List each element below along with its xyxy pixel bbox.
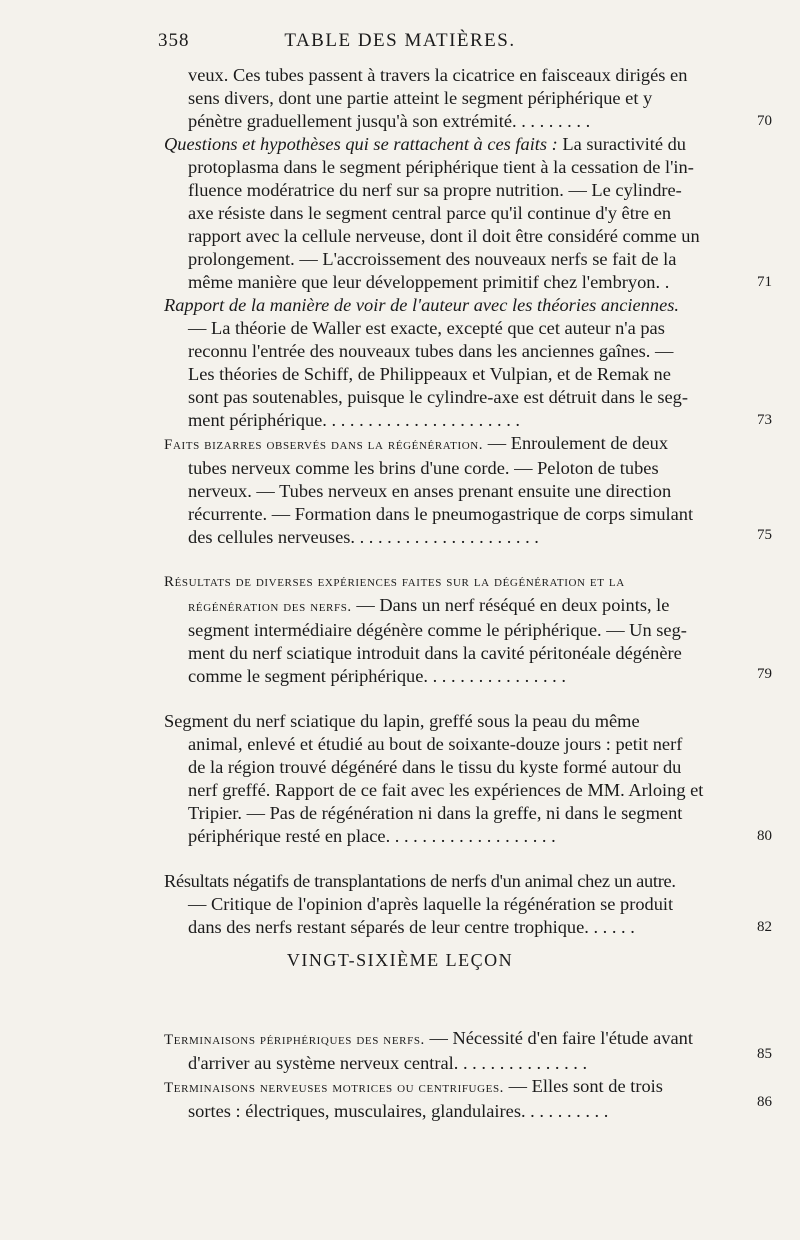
entry-lead: Rapport de la manière de voir de l'auteur avec les théories anciennes.: [164, 295, 679, 315]
entry-line: rapport avec la cellule nerveuse, dont il doit être considéré comme un: [188, 226, 700, 246]
page-ref: 71: [757, 274, 772, 290]
section-title: VINGT-SIXIÈME LEÇON: [286, 950, 514, 970]
toc-entry: [164, 294, 772, 432]
entry-line: sortes : électriques, musculaires, glandulaires. . . . . . . . . .: [188, 1101, 609, 1121]
toc-entry: [164, 1075, 772, 1123]
page-ref: 75: [757, 527, 772, 543]
entry-line: des cellules nerveuses. . . . . . . . . . . . . . . . . . . . .: [188, 527, 539, 547]
entry-line: veux. Ces tubes passent à travers la cicatrice en faisceaux dirigés en: [188, 65, 688, 85]
entry-line: ment du nerf sciatique introduit dans la cavité péritonéale dégénère: [188, 643, 682, 663]
entry-line: axe résiste dans le segment central parce qu'il continue d'y être en: [188, 203, 672, 223]
entry-lead: Terminaisons nerveuses motrices ou centrifuges.: [164, 1080, 505, 1096]
entry-line: protoplasma dans le segment périphérique tient à la cessation de l'in-: [188, 157, 694, 177]
entry-line: [164, 594, 736, 619]
page-number: 358: [158, 30, 190, 51]
entry-line: [164, 1075, 736, 1100]
entry-line: tubes nerveux comme les brins d'une corde. — Peloton de tubes: [188, 458, 659, 478]
entry-lead-cont: régénération des nerfs.: [188, 599, 352, 615]
entry-line: prolongement. — L'accroissement des nouveaux nerfs se fait de la: [188, 249, 677, 269]
entry-line: d'arriver au système nerveux central. . . . . . . . . . . . . . .: [188, 1053, 588, 1073]
page-ref: 86: [757, 1094, 772, 1110]
entry-line: comme le segment périphérique. . . . . . . . . . . . . . . .: [188, 666, 566, 686]
toc-entry: [164, 710, 772, 848]
entry-line: Résultats négatifs de transplantations de nerfs d'un animal chez un autre.: [164, 871, 676, 891]
toc-entry: [164, 571, 772, 688]
page-ref: 79: [757, 666, 772, 682]
toc-entry: [164, 432, 772, 549]
entry-lead: Questions et hypothèses qui se rattachent à ces faits :: [164, 134, 558, 154]
entry-line: [164, 1027, 736, 1052]
entry-line: périphérique resté en place. . . . . . . . . . . . . . . . . . .: [188, 826, 556, 846]
entry-text: — Dans un nerf réséqué en deux points, le: [351, 595, 670, 615]
page-ref: 85: [757, 1046, 772, 1062]
entry-line: segment intermédiaire dégénère comme le périphérique. — Un seg-: [188, 620, 687, 640]
entry-line: même manière que leur développement primitif chez l'embryon. .: [188, 272, 670, 292]
page-ref: 73: [757, 412, 772, 428]
entry-line: Tripier. — Pas de régénération ni dans la greffe, ni dans le segment: [188, 803, 683, 823]
toc-entry: [164, 64, 772, 133]
entry-line: reconnu l'entrée des nouveaux tubes dans les anciennes gaînes. —: [188, 341, 674, 361]
entry-line: nerveux. — Tubes nerveux en anses prenant ensuite une direction: [188, 481, 672, 501]
page-ref: 70: [757, 113, 772, 129]
entry-line: dans des nerfs restant séparés de leur centre trophique. . . . . .: [188, 917, 635, 937]
entry-text: — Enroulement de deux: [483, 433, 669, 453]
entry-line: [164, 432, 736, 457]
entry-line: nerf greffé. Rapport de ce fait avec les expériences de MM. Arloing et: [188, 780, 704, 800]
page-ref: 82: [757, 919, 772, 935]
entry-line: animal, enlevé et étudié au bout de soixante-douze jours : petit nerf: [188, 734, 683, 754]
entry-line: sens divers, dont une partie atteint le segment périphérique et y: [188, 88, 653, 108]
toc-entry: [164, 133, 772, 294]
toc-entry: [164, 1027, 772, 1075]
entry-line: fluence modératrice du nerf sur sa propre nutrition. — Le cylindre-: [188, 180, 682, 200]
entry-lead: Terminaisons périphériques des nerfs.: [164, 1032, 425, 1048]
entry-text: La suractivité du: [557, 134, 686, 154]
entry-line: pénètre graduellement jusqu'à son extrémité. . . . . . . . .: [188, 111, 591, 131]
toc-entry: [164, 870, 772, 939]
entry-line: Segment du nerf sciatique du lapin, greffé sous la peau du même: [164, 711, 640, 731]
entry-line: récurrente. — Formation dans le pneumogastrique de corps simulant: [188, 504, 694, 524]
entry-lead: Faits bizarres observés dans la régénération.: [164, 437, 484, 453]
page-header: [0, 30, 800, 60]
entry-line: de la région trouvé dégénéré dans le tissu du kyste formé autour du: [188, 757, 682, 777]
running-title: TABLE DES MATIÈRES.: [284, 30, 516, 51]
page-ref: 80: [757, 828, 772, 844]
entry-text: — Elles sont de trois: [504, 1076, 663, 1096]
entry-text: — Nécessité d'en faire l'étude avant: [424, 1028, 693, 1048]
entry-line: sont pas soutenables, puisque le cylindre-axe est détruit dans le seg-: [188, 387, 688, 407]
entry-lead: Résultats de diverses expériences faites sur la dégénération et la: [164, 574, 625, 590]
entry-line: Les théories de Schiff, de Philippeaux et Vulpian, et de Remak ne: [188, 364, 671, 384]
entry-line: [164, 133, 736, 156]
entry-line: — Critique de l'opinion d'après laquelle la régénération se produit: [188, 894, 674, 914]
entry-line: — La théorie de Waller est exacte, excepté que cet auteur n'a pas: [188, 318, 665, 338]
entry-line: ment périphérique. . . . . . . . . . . . . . . . . . . . . .: [188, 410, 521, 430]
